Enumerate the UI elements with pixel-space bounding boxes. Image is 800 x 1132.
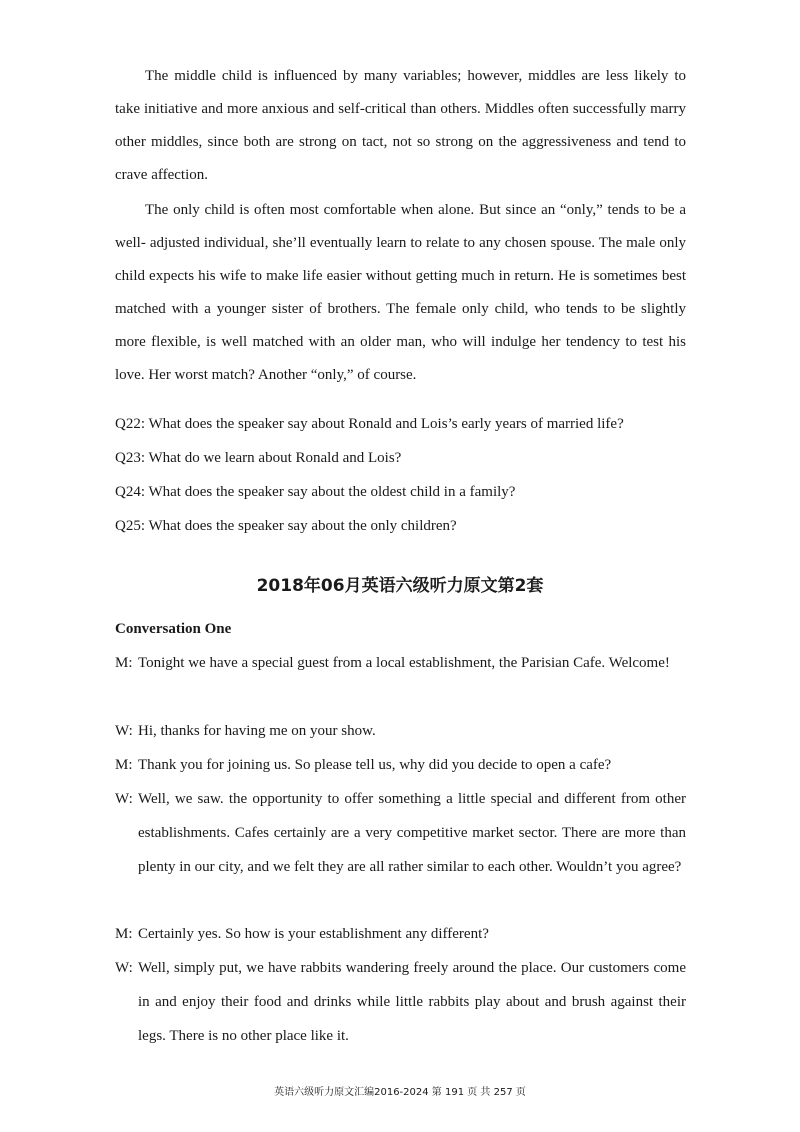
dialogue-text: Tonight we have a special guest from a local establishment, the Parisian Cafe. Welcome! (138, 655, 670, 671)
section-heading: 2018年06月英语六级听力原文第2套 (256, 576, 544, 596)
dialogue-text: Hi, thanks for having me on your show. (138, 723, 376, 739)
speaker-label: W: (115, 723, 133, 739)
speaker-label: W: (115, 960, 133, 976)
question-q24: Q24: What does the speaker say about the oldest child in a family? (115, 484, 516, 500)
dialogue-turn (115, 951, 686, 1053)
speaker-label: M: (115, 757, 133, 773)
dialogue-text: Certainly yes. So how is your establishment any different? (138, 926, 489, 942)
dialogue-turn (115, 714, 686, 748)
paragraph-only-child: The only child is often most comfortable when alone. But since an “only,” tends to be a well- adjusted individual, she’ll eventually learn to relate to any chosen spouse. The male only child expects his wife to make life easier without getting much in return. He is sometimes best matched with a younger sister of brothers. The female only child, who tends to be slightly more flexible, is well matched with an older man, who will indulge her tendency to test his love. Her worst match? Another “only,” of course. (115, 202, 686, 383)
question-q22: Q22: What does the speaker say about Ronald and Lois’s early years of married life? (115, 416, 624, 432)
dialogue-text: Well, we saw. the opportunity to offer something a little special and different from other establishments. Cafes certainly are a very competitive market sector. There are more than plenty in our city, and we felt they are all rather similar to each other. Wouldn’t you agree? (138, 791, 686, 875)
dialogue-turn (115, 917, 686, 951)
page-footer: 英语六级听力原文汇编2016-2024 第 191 页 共 257 页 (274, 1087, 526, 1098)
dialogue-turn (115, 646, 686, 680)
dialogue-text: Well, simply put, we have rabbits wandering freely around the place. Our customers come in and enjoy their food and drinks while little rabbits play about and brush against their legs. There is no other place like it. (138, 960, 686, 1044)
dialogue-turn (115, 782, 686, 884)
question-q23: Q23: What do we learn about Ronald and Lois? (115, 450, 402, 466)
dialogue-text: Thank you for joining us. So please tell us, why did you decide to open a cafe? (138, 757, 612, 773)
dialogue-turn (115, 748, 686, 782)
question-q25: Q25: What does the speaker say about the only children? (115, 518, 457, 534)
speaker-label: W: (115, 791, 133, 807)
speaker-label: M: (115, 655, 133, 671)
speaker-label: M: (115, 926, 133, 942)
paragraph-middle-child: The middle child is influenced by many variables; however, middles are less likely to take initiative and more anxious and self-critical than others. Middles often successfully marry other middles, since both are strong on tact, not so strong on the aggressiveness and tend to crave affection. (115, 68, 686, 183)
conversation-title: Conversation One (115, 621, 232, 637)
